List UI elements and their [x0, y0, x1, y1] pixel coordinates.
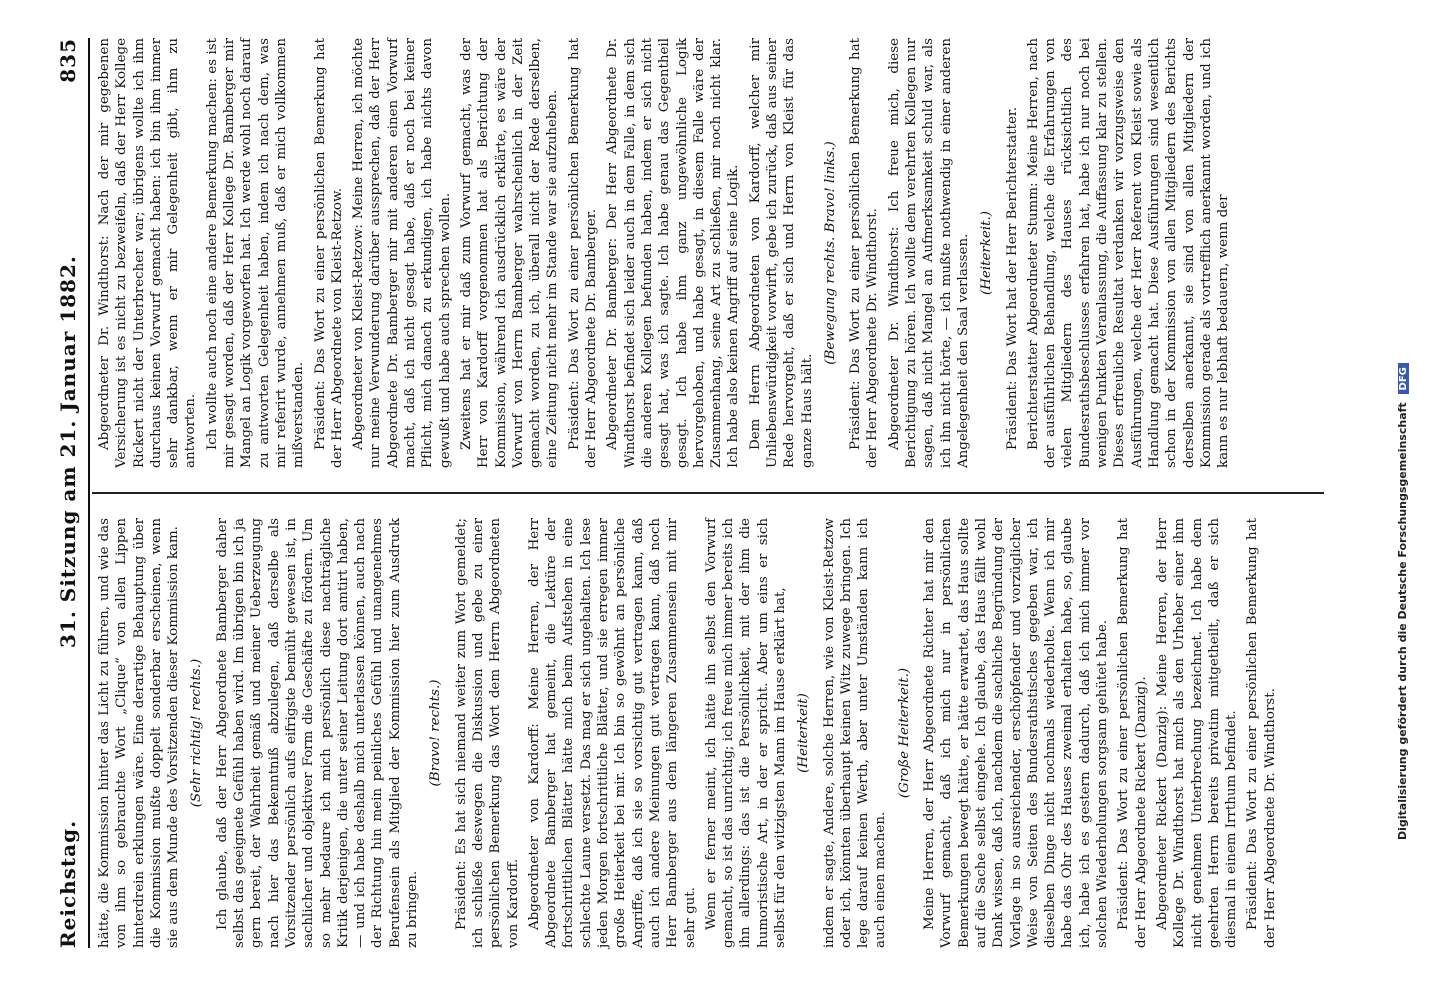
paragraph: Präsident: Das Wort zu einer persönlichen Bemerkung hat der Herr Abgeordnete Dr. Bamberger.	[566, 38, 600, 468]
stage-direction: (Bravo! rechts.)	[428, 679, 444, 787]
credit-text: Digitalisierung gefördert durch die Deutsche Forschungsgemeinschaft	[1396, 402, 1409, 840]
paragraph: Abgeordneter Dr. Windthorst: Nach der mir gegebenen Versicherung ist es nicht zu bezweifeln, daß der Herr Kollege Rickert nicht der Unterbrecher war; übrigens wollte ich ihm durchaus keinen Vorwurf gemacht haben: ich bin ihm immer sehr dankbar, wenn er mir Gelegenheit gibt, ihm zu antworten.	[97, 38, 199, 468]
header-session-date: 31. Sitzung am 21. Januar 1882.	[56, 255, 80, 648]
paragraph: Zweitens hat er mir daß zum Vorwurf gemacht, was der Herr von Kardorff vorgenommen hat als Berichtung der Kommission, während ich ausdrücklich erklärte, es wäre der Vorwurf von Herrn Bamberger wahrscheinlich in der Zeit gemacht worden, zu ich, überall nicht der Rede derselben, eine Zeitung nicht mehr im Stande war sie aufzuheben.	[458, 38, 561, 468]
stage-direction: (Heiterkeit.)	[979, 211, 995, 295]
column-divider	[92, 492, 1324, 494]
paragraph: Wenn er ferner meint, ich hätte ihn selbst den Vorwurf gemacht, so ist das unrichtig; ich freue mich immer bereits ich ihn allerdings: das ist die Persönlichkeit, mit der ihm die humoristische Art, in der er spricht. Aber um eins er sich selbst für den witzigsten Mann im Hause erklärt hat,	[703, 518, 788, 948]
paragraph: hätte, die Kommission hinter das Licht zu führen, und wie das von ihm so gebrauchte Wort „Clique“ von allen Lippen hinterdrein erklungen wäre. Eine derartige Behauptung über die Kommission mußte doppelt sonderbar erscheinen, wenn sie aus dem Munde des Vorsitzenden dieser Kommission kam.	[97, 518, 182, 948]
text-column-left	[96, 518, 1283, 948]
header-rule	[88, 38, 90, 948]
paragraph: Abgeordneter von Kleist-Retzow: Meine Herren, ich möchte nur meine Verwunderung darüber aussprechen, daß der Herr Abgeordnete Dr. Bamberger mir mit anderen einen Vorwurf macht, daß ich nicht gesagt habe, daß er noch bei keiner Pflicht, mich danach zu erkundigen, ich habe nichts davon gewußt und habe auch sprechen wollen.	[351, 38, 453, 468]
paragraph: Präsident: Es hat sich niemand weiter zum Wort gemeldet; ich schließe deswegen die Diskussion und gebe zu einer persönlichen Bemerkung das Wort dem Herrn Abgeordneten von Kardorff.	[453, 518, 521, 948]
digitization-credit	[1396, 60, 1418, 840]
stage-direction: (Heiterkeit)	[796, 693, 812, 773]
paragraph: Abgeordneter von Kardorff: Meine Herren, der Herr Abgeordnete Bamberger hat gemeint, die Lektüre der fortschrittlichen Blätter hätte mich beim Aufstehen in eine schlechte Laune versetzt. Das mag er sich ungehalten. Ich lese jeden Morgen fortschrittliche Blätter, und sie erregen immer große Heiterkeit bei mir. Ich bin so gewöhnt an persönliche Angriffe, daß ich sie so vorsichtig gut vertragen kann, daß auch ich andere Meinungen gut vertragen kann, daß noch Herr Bamberger aus dem längeren Zusammensein mit mir sehr gut.	[526, 518, 698, 948]
paragraph: Abgeordneter Dr. Windthorst: Ich freue mich, diese Berichtigung zu hören. Ich wollte dem verehrten Kollegen nur sagen, daß nicht Mangel an Aufmerksamkeit schuld war, als ich ihn nicht hörte, — ich mußte nothwendig in einer anderen Angelegenheit den Saal verlassen.	[886, 38, 971, 468]
stage-direction: (Bewegung rechts. Bravo! links.)	[822, 141, 838, 365]
paragraph: Präsident: Das Wort zu einer persönlichen Bemerkung hat der Herr Abgeordnete Dr. Windthorst.	[848, 38, 881, 468]
paragraph: indem er sagte, Andere, solche Herren, wie von Kleist-Retzow oder ich, könnten überhaupt keinen Witz zuwege bringen. Ich lege darauf keinen Werth, aber unter Umständen kann ich auch einen machen.	[821, 518, 889, 948]
paragraph: Dem Herrn Abgeordneten von Kardorff, welcher mir Unliebenswürdigkeit vorwirft, gebe ich zurück, daß aus seiner Rede hervorgeht, daß er sich und Herrn von Kleist für das ganze Haus hält.	[747, 38, 815, 468]
paragraph: Präsident: Das Wort zu einer persönlichen Bemerkung hat der Herr Abgeordnete von Kleist-Retzow.	[312, 38, 345, 468]
paragraph: Präsident: Das Wort zu einer persönlichen Bemerkung hat der Herr Abgeordnete Dr. Windthorst.	[1245, 518, 1278, 948]
header-page-number: 835	[56, 38, 80, 83]
paragraph: Abgeordneter Dr. Bamberger: Der Herr Abgeordnete Dr. Windthorst befindet sich leider auch in dem Falle, in dem sich die anderen Kollegen befunden haben, indem er sich nicht gesagt hat, was ich sagte. Ich habe genau das Gegentheil gesagt. Ich habe ihm ganz ungewöhnliche Logik hervorgehoben, und habe gesagt, in diesem Falle wäre der Zusammenhang, seine Art zu schließen, mir noch nicht klar. Ich habe also keinen Angriff auf seine Logik.	[605, 38, 742, 468]
page-header	[52, 38, 86, 948]
header-publication: Reichstag.	[56, 819, 80, 948]
paragraph: Präsident: Das Wort hat der Herr Berichterstatter.	[1004, 106, 1020, 450]
paragraph: Ich glaube, daß der Herr Abgeordnete Bamberger daher selbst das geeignete Gefühl haben wird. Im übrigen bin ich ja gern bereit, der Wahrheit gemäß und meiner Ueberzeugung nach hier das Bekenntniß abzulegen, daß derselbe als Vorsitzender persönlich aufs eifrigste bemüht gewesen ist, in sachlicher und objektiver Form die Geschäfte zu fördern. Um so mehr bedaure ich mich persönlich diese nachträgliche Kritik derjenigen, die unter seiner Leitung dort amtirt haben, — und ich habe deshalb mich unterlassen können, auch nach der Richtung hin mein peinliches Gefühl und unangenehmes Berufensein als Mitglied der Kommission hier zum Ausdruck zu bringen.	[214, 518, 421, 948]
paragraph: Präsident: Das Wort zu einer persönlichen Bemerkung hat der Herr Abgeordnete Rickert (Danzig).	[1116, 518, 1149, 948]
stage-direction: (Große Heiterkeit.)	[896, 667, 912, 799]
paragraph: Ich wollte auch noch eine andere Bemerkung machen: es ist mir gesagt worden, daß der Herr Kollege Dr. Bamberger mir Mangel an Logik vorgeworfen hat. Ich werde wohl noch darauf zu antworten Gelegenheit haben, indem ich nach dem, was mir referirt wurde, annehmen muß, daß er mich vollkommen mißverstanden.	[204, 38, 307, 468]
dfg-logo: DFG	[1398, 363, 1409, 394]
paragraph: Berichterstatter Abgeordneter Stumm: Meine Herren, nach der ausführlichen Behandlung, welche die Erfahrungen von vielen Mitgliedern des Hauses rücksichtlich des Bundesrathsbeschlusses erfahren hat, habe ich nur noch bei wenigen Punkten Veranlassung, die Auffassung klar zu stellen. Dieses erfreuliche Resultat verdanken wir vorzugsweise den Ausführungen, welche der Herr Referent von Kleist sowie als Handlung gemacht hat. Diese Ausführungen sind wesentlich schon in der Kommission von allen Mitgliedern des Berichts derselben anerkannt, sie sind von allen Mitgliedern der Kommission gerade als vortrefflich anerkannt worden, und ich kann es nur lebhaft bedauern, wenn der	[1025, 38, 1232, 468]
paragraph: Meine Herren, der Herr Abgeordnete Richter hat mir den Vorwurf gemacht, daß ich mich nur in persönlichen Bemerkungen bewegt hätte, er hätte erwartet, das Haus sollte auf die Sache selbst eingehe. Ich glaube, das Haus fällt wohl Dank wissen, daß ich, nachdem die sachliche Begründung der Vorlage in so ausreichender, erschöpfender und vorzüglicher Weise von Seiten des Bundesrathstisches gegeben war, ich dieselben Dinge nicht nochmals wiederholte. Wenn ich mir habe das Ohr des Hauses zweimal erhalten habe, so, glaube ich, habe ich es gestern dadurch, daß ich mich immer vor solchen Wiederholungen sorgsam gehütet habe.	[922, 518, 1111, 948]
text-column-right	[96, 38, 1236, 468]
stage-direction: (Sehr richtig! rechts.)	[189, 658, 205, 808]
paragraph: Abgeordneter Rickert (Danzig): Meine Herren, der Herr Kollege Dr. Windthorst hat mich als den Urheber einer ihm nicht genehmen Unterbrechung bezeichnet. Ich habe dem geehrten Herrn bereits privatim mitgetheilt, daß er sich diesmal in einem Irrthum befindet.	[1154, 518, 1240, 948]
